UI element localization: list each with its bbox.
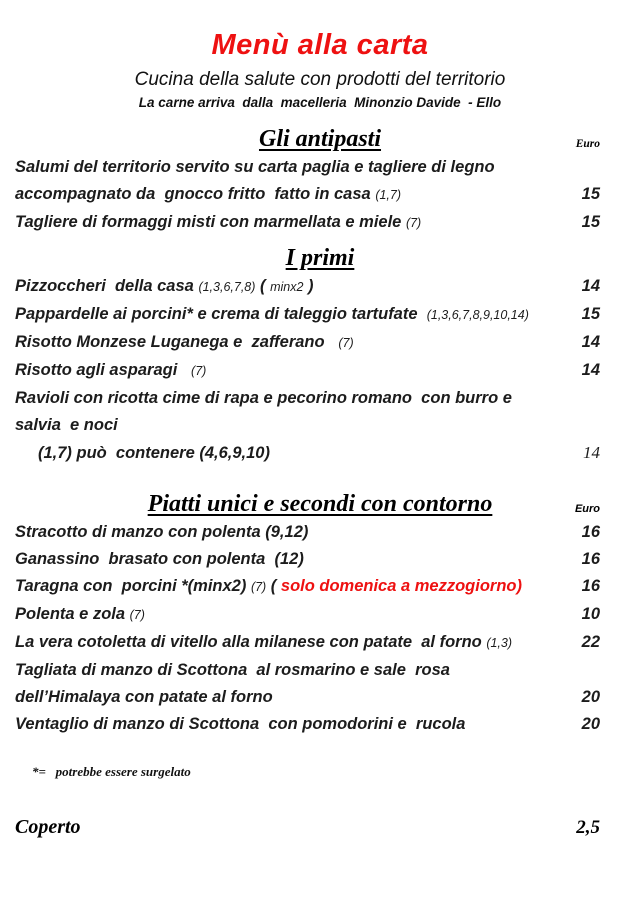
item-price: 14 [581, 360, 600, 379]
item-text [15, 519, 556, 546]
item-text-run: solo domenica a mezzogiorno) [280, 576, 523, 595]
item-text-run: (7) [191, 363, 207, 378]
menu-item-row [0, 684, 640, 711]
item-price: 15 [581, 304, 600, 323]
menu-item-row [0, 209, 640, 237]
menu-item-row [0, 329, 640, 357]
item-text [15, 657, 556, 684]
page-subtitle: Cucina della salute con prodotti del territorio [134, 68, 506, 90]
item-text-run: La vera cotoletta di vitello alla milanese con patate al forno [15, 632, 487, 651]
item-text-run: Ganassino brasato con polenta (12) [15, 549, 304, 568]
section-heading-row [0, 243, 640, 273]
item-text-run: (1,3,6,7,8) [198, 279, 256, 294]
item-text-run: Tagliata di manzo di Scottona al rosmarino e sale rosa [15, 660, 450, 679]
item-price: 16 [581, 549, 600, 568]
section-heading: Gli antipasti [258, 125, 382, 152]
item-text [15, 601, 556, 629]
item-text-run: (7) [250, 579, 267, 594]
item-text [38, 440, 556, 467]
menu-item-row [0, 546, 640, 573]
item-text-run: accompagnato da gnocco fritto fatto in casa [15, 184, 376, 203]
item-text-run: Risotto Monzese Luganega e zafferano [15, 332, 339, 351]
item-text-run: Polenta e zola [15, 604, 130, 623]
page-tagline: La carne arriva dalla macelleria Minonzio Davide - Ello [138, 94, 502, 110]
menu-item-row [0, 357, 640, 385]
item-text-run: Pappardelle ai porcini* e crema di taleggio tartufate [15, 304, 427, 323]
item-text-run: Tagliere di formaggi misti con marmellata e miele [15, 212, 406, 231]
item-text-run: (1,3) [486, 635, 513, 650]
menu-section [0, 489, 640, 738]
menu-item-row [0, 519, 640, 546]
item-text [15, 329, 556, 357]
coperto-label: Coperto [15, 815, 81, 838]
menu-item-row [0, 385, 640, 439]
menu-item-row [0, 629, 640, 657]
page-title: Menù alla carta [211, 29, 429, 61]
section-heading: I primi [285, 244, 355, 271]
item-text [15, 573, 556, 601]
item-price: 20 [581, 687, 600, 706]
item-price: 14 [583, 442, 600, 462]
item-text [15, 546, 556, 573]
item-text [15, 181, 556, 209]
item-text-run: Ravioli con ricotta cime di rapa e pecorino romano con burro e salvia e noci [15, 388, 517, 434]
menu-item-row [0, 573, 640, 601]
item-text [15, 357, 556, 385]
item-price: 16 [581, 576, 600, 595]
currency-label: Euro [574, 502, 600, 515]
item-text-run: (7) [405, 215, 422, 230]
menu-item-row [0, 273, 640, 301]
menu-item-row [0, 657, 640, 684]
item-text [15, 684, 556, 711]
item-text-run: (1,7) [375, 187, 402, 202]
item-text-run: Risotto agli asparagi [15, 360, 192, 379]
menu-header [0, 30, 640, 110]
item-text-run: dell’Himalaya con patate al forno [15, 687, 273, 706]
menu-item-row [0, 154, 640, 181]
item-text-run: Salumi del territorio servito su carta paglia e tagliere di legno [15, 157, 495, 176]
menu-section [0, 243, 640, 467]
item-text-run: (1,3,6,7,8,9,10,14) [426, 307, 529, 322]
item-text-run: (7) [338, 335, 354, 350]
item-price: 15 [581, 184, 600, 203]
item-text-run: ( [266, 576, 281, 595]
item-text [15, 273, 556, 301]
item-text [15, 385, 556, 439]
item-text-run: ) [303, 276, 314, 295]
item-text-run: ( [255, 276, 271, 295]
menu-section [0, 124, 640, 237]
menu-item-row [0, 181, 640, 209]
item-text-run: (7) [129, 607, 145, 622]
menu-sections [0, 124, 640, 738]
menu-item-row [0, 301, 640, 329]
item-price: 20 [581, 714, 600, 733]
coperto-price: 2,5 [576, 816, 600, 838]
item-price: 22 [581, 632, 600, 651]
item-price: 15 [581, 212, 600, 231]
menu-item-row [0, 439, 640, 467]
section-heading-row [0, 489, 640, 519]
item-text-run: Stracotto di manzo con polenta (9,12) [15, 522, 309, 541]
item-text [15, 711, 556, 738]
item-text [15, 154, 556, 181]
section-heading: Piatti unici e secondi con contorno [147, 490, 493, 517]
section-heading-row [0, 124, 640, 154]
item-price: 14 [581, 332, 600, 351]
item-text-run: Ventaglio di manzo di Scottona con pomodorini e rucola [15, 714, 466, 733]
menu-item-row [0, 711, 640, 738]
currency-label: Euro [575, 137, 600, 150]
item-text-run: minx2 [270, 279, 304, 294]
coperto-row [0, 816, 640, 839]
menu-item-row [0, 601, 640, 629]
item-price: 16 [581, 522, 600, 541]
item-text [15, 629, 556, 657]
item-price: 10 [581, 604, 600, 623]
item-text-run: Pizzoccheri della casa [15, 276, 199, 295]
item-price: 14 [581, 276, 600, 295]
item-text [15, 209, 556, 237]
item-text [15, 301, 556, 329]
item-text-run: Taragna con porcini *(minx2) [15, 576, 251, 595]
footnote: *= potrebbe essere surgelato [32, 763, 191, 779]
item-text-run: (1,7) può contenere (4,6,9,10) [38, 443, 270, 462]
